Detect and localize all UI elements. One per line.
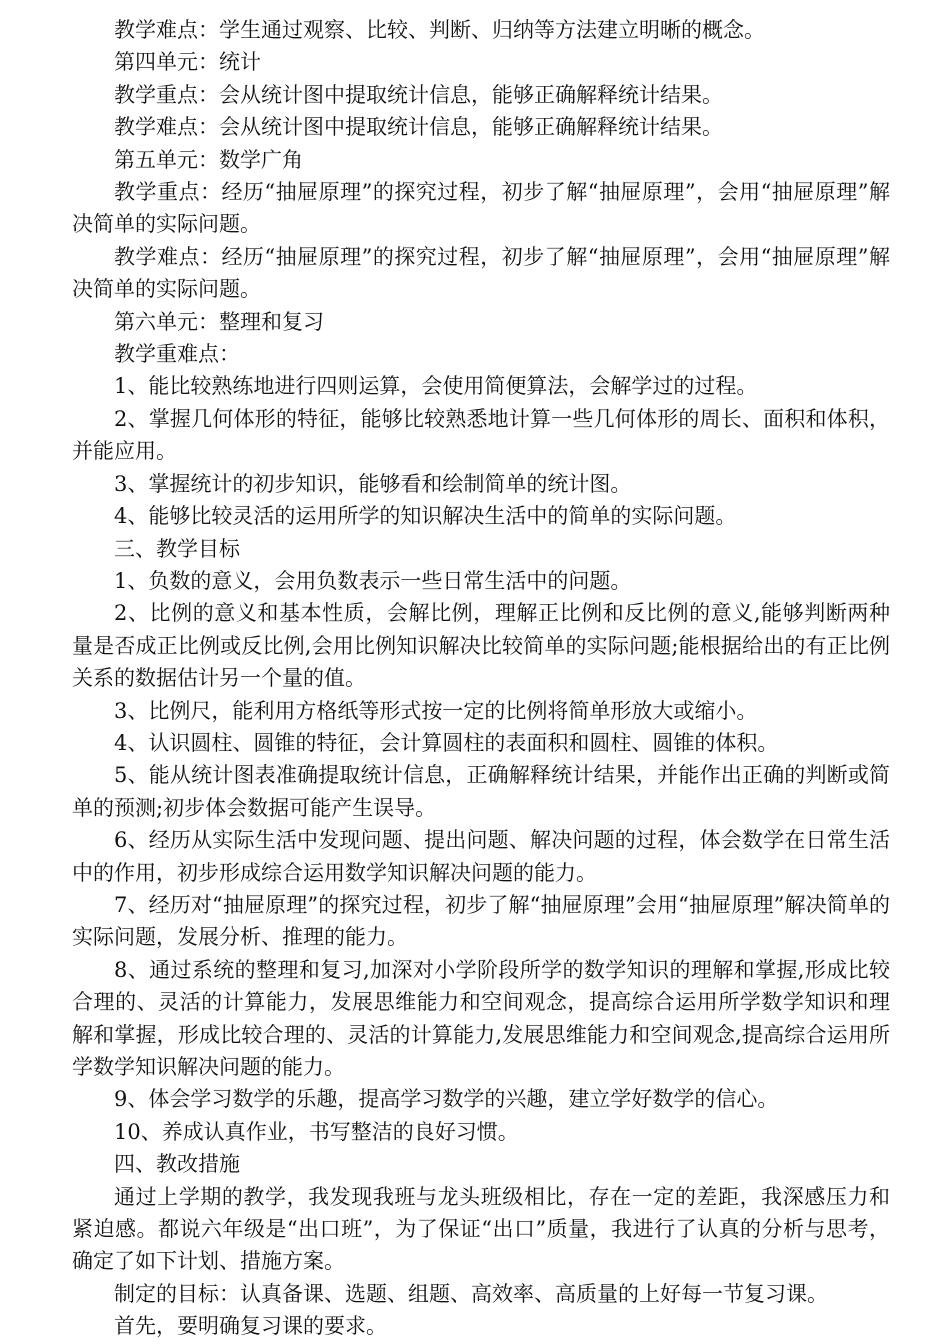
- paragraph-unit-4-key-point: 教学重点：会从统计图中提取统计信息，能够正确解释统计结果。: [114, 82, 723, 107]
- paragraph-difficulty-concept: 教学难点：学生通过观察、比较、判断、归纳等方法建立明晰的概念。: [114, 18, 765, 42]
- paragraph-reform-intro: 通过上学期的教学，我发现我班与龙头班级相比，存在一定的差距，我深感压力和紧迫感。都说六年级是“出口班”，为了保证“出口”质量，我进行了认真的分析与思考，确定了如下计划、措施方案。: [72, 1184, 890, 1274]
- list-item-goal-2: 2、比例的意义和基本性质，会解比例，理解正比例和反比例的意义,能够判断两种量是否成正比例或反比例,会用比例知识解决比较简单的实际问题;能根据给出的有正比例关系的数据估计另一个量的值。: [72, 601, 890, 691]
- list-item-key-4: 4、能够比较灵活的运用所学的知识解决生活中的简单的实际问题。: [114, 504, 737, 529]
- paragraph-unit-5-key-point: 教学重点：经历“抽屉原理”的探究过程，初步了解“抽屉原理”，会用“抽屉原理”解决简单的实际问题。: [72, 180, 890, 237]
- heading-unit-5: 第五单元：数学广角: [114, 147, 303, 172]
- paragraph-unit-5-difficulty: 教学难点：经历“抽屉原理”的探究过程，初步了解“抽屉原理”，会用“抽屉原理”解决简单的实际问题。: [72, 244, 890, 302]
- paragraph-unit-4-difficulty: 教学难点：会从统计图中提取统计信息，能够正确解释统计结果。: [114, 115, 723, 140]
- list-item-goal-9: 9、体会学习数学的乐趣，提高学习数学的兴趣，建立学好数学的信心。: [114, 1087, 779, 1112]
- list-item-key-1: 1、能比较熟练地进行四则运算，会使用简便算法，会解学过的过程。: [114, 374, 758, 399]
- list-item-key-3: 3、掌握统计的初步知识，能够看和绘制简单的统计图。: [114, 471, 632, 496]
- list-item-goal-1: 1、负数的意义，会用负数表示一些日常生活中的问题。: [114, 568, 632, 593]
- list-item-goal-5: 5、能从统计图表准确提取统计信息，正确解释统计结果，并能作出正确的判断或简单的预测;初步体会数据可能产生误导。: [72, 763, 890, 820]
- heading-unit-4: 第四单元：统计: [114, 50, 261, 75]
- heading-section-3: 三、教学目标: [114, 536, 240, 561]
- heading-unit-6: 第六单元：整理和复习: [114, 309, 324, 334]
- list-item-goal-8: 8、通过系统的整理和复习,加深对小学阶段所学的数学知识的理解和掌握,形成比较合理的、灵活的计算能力，发展思维能力和空间观念，提高综合运用所学数学知识和理解和掌握，形成比较合理的、灵活的计算能力,发展思维能力和空间观念,提高综合运用所学数学知识解决问题的能力。: [72, 957, 890, 1079]
- list-item-goal-7: 7、经历对“抽屉原理”的探究过程，初步了解“抽屉原理”会用“抽屉原理”解决简单的实际问题，发展分析、推理的能力。: [72, 892, 890, 950]
- list-item-goal-10: 10、养成认真作业，书写整洁的良好习惯。: [114, 1119, 519, 1144]
- paragraph-goal-statement: 制定的目标：认真备课、选题、组题、高效率、高质量的上好每一节复习课。: [114, 1281, 828, 1306]
- list-item-goal-4: 4、认识圆柱、圆锥的特征，会计算圆柱的表面积和圆柱、圆锥的体积。: [114, 730, 779, 755]
- list-item-goal-6: 6、经历从实际生活中发现问题、提出问题、解决问题的过程，体会数学在日常生活中的作用，初步形成综合运用数学知识解决问题的能力。: [72, 828, 890, 885]
- list-item-goal-3: 3、比例尺，能利用方格纸等形式按一定的比例将简单形放大或缩小。: [114, 698, 758, 723]
- heading-key-difficulties: 教学重难点：: [114, 342, 240, 367]
- paragraph-first-step: 首先，要明确复习课的要求。: [114, 1314, 387, 1339]
- list-item-key-2: 2、掌握几何体形的特征，能够比较熟悉地计算一些几何体形的周长、面积和体积，并能应用。: [72, 406, 890, 464]
- document-body: [72, 14, 890, 1343]
- heading-section-4: 四、教改措施: [114, 1152, 240, 1177]
